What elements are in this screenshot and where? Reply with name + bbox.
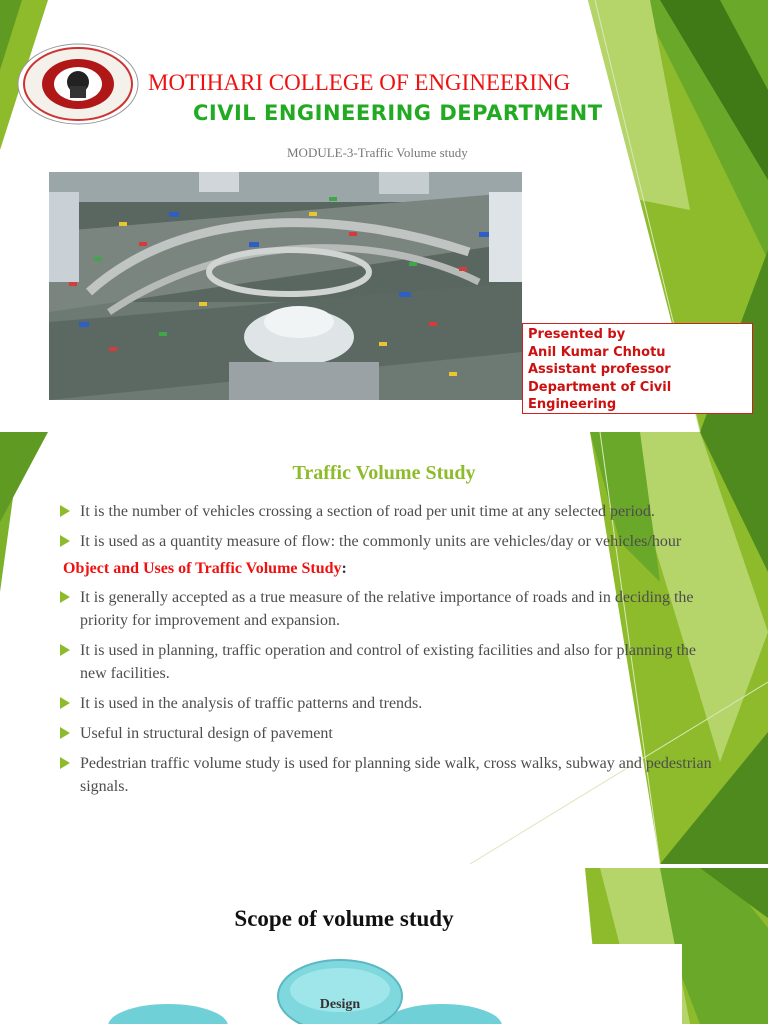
department-name: CIVIL ENGINEERING DEPARTMENT	[193, 101, 603, 125]
triangle-right-icon	[60, 644, 70, 656]
content-slide	[0, 432, 768, 864]
scope-slide	[0, 868, 768, 1024]
presenter-box	[522, 323, 753, 414]
college-seal-logo	[16, 42, 140, 126]
title-slide	[0, 0, 768, 432]
presenter-line: Presented by	[528, 327, 626, 342]
section-subheading: Object and Uses of Traffic Volume Study:	[63, 560, 347, 577]
list-item: It is used as a quantity measure of flow: the commonly units are vehicles/day or vehicles/hour	[58, 530, 713, 553]
scope-diagram	[72, 944, 682, 1024]
triangle-right-icon	[60, 757, 70, 769]
presenter-name: Anil Kumar Chhotu	[528, 344, 666, 360]
list-item: It is used in the analysis of traffic patterns and trends.	[58, 692, 713, 715]
bullet-list	[58, 500, 713, 805]
presenter-department: Department of Civil	[528, 379, 672, 395]
list-item: Useful in structural design of pavement	[58, 722, 713, 745]
module-title: MODULE-3-Traffic Volume study	[287, 145, 468, 160]
slide-title: Scope of volume study	[234, 906, 454, 931]
presenter-department-cont: Engineering	[528, 397, 617, 412]
college-name: MOTIHARI COLLEGE OF ENGINEERING	[148, 70, 571, 95]
triangle-right-icon	[60, 535, 70, 547]
triangle-right-icon	[60, 505, 70, 517]
triangle-right-icon	[60, 697, 70, 709]
triangle-right-icon	[60, 727, 70, 739]
list-item: It is generally accepted as a true measure of the relative importance of roads and in deciding the priority for improvement and expansion.	[58, 586, 713, 632]
list-item: Pedestrian traffic volume study is used for planning side walk, cross walks, subway and pedestrian signals.	[58, 752, 713, 798]
triangle-right-icon	[60, 591, 70, 603]
diagram-node-design: Design	[319, 997, 361, 1012]
presenter-designation: Assistant professor	[528, 362, 671, 377]
list-item: It is used in planning, traffic operation and control of existing facilities and also for planning the new facilities.	[58, 639, 713, 685]
slide-title: Traffic Volume Study	[292, 462, 476, 484]
highway-interchange-image	[49, 172, 522, 400]
list-item: It is the number of vehicles crossing a section of road per unit time at any selected period.	[58, 500, 713, 523]
